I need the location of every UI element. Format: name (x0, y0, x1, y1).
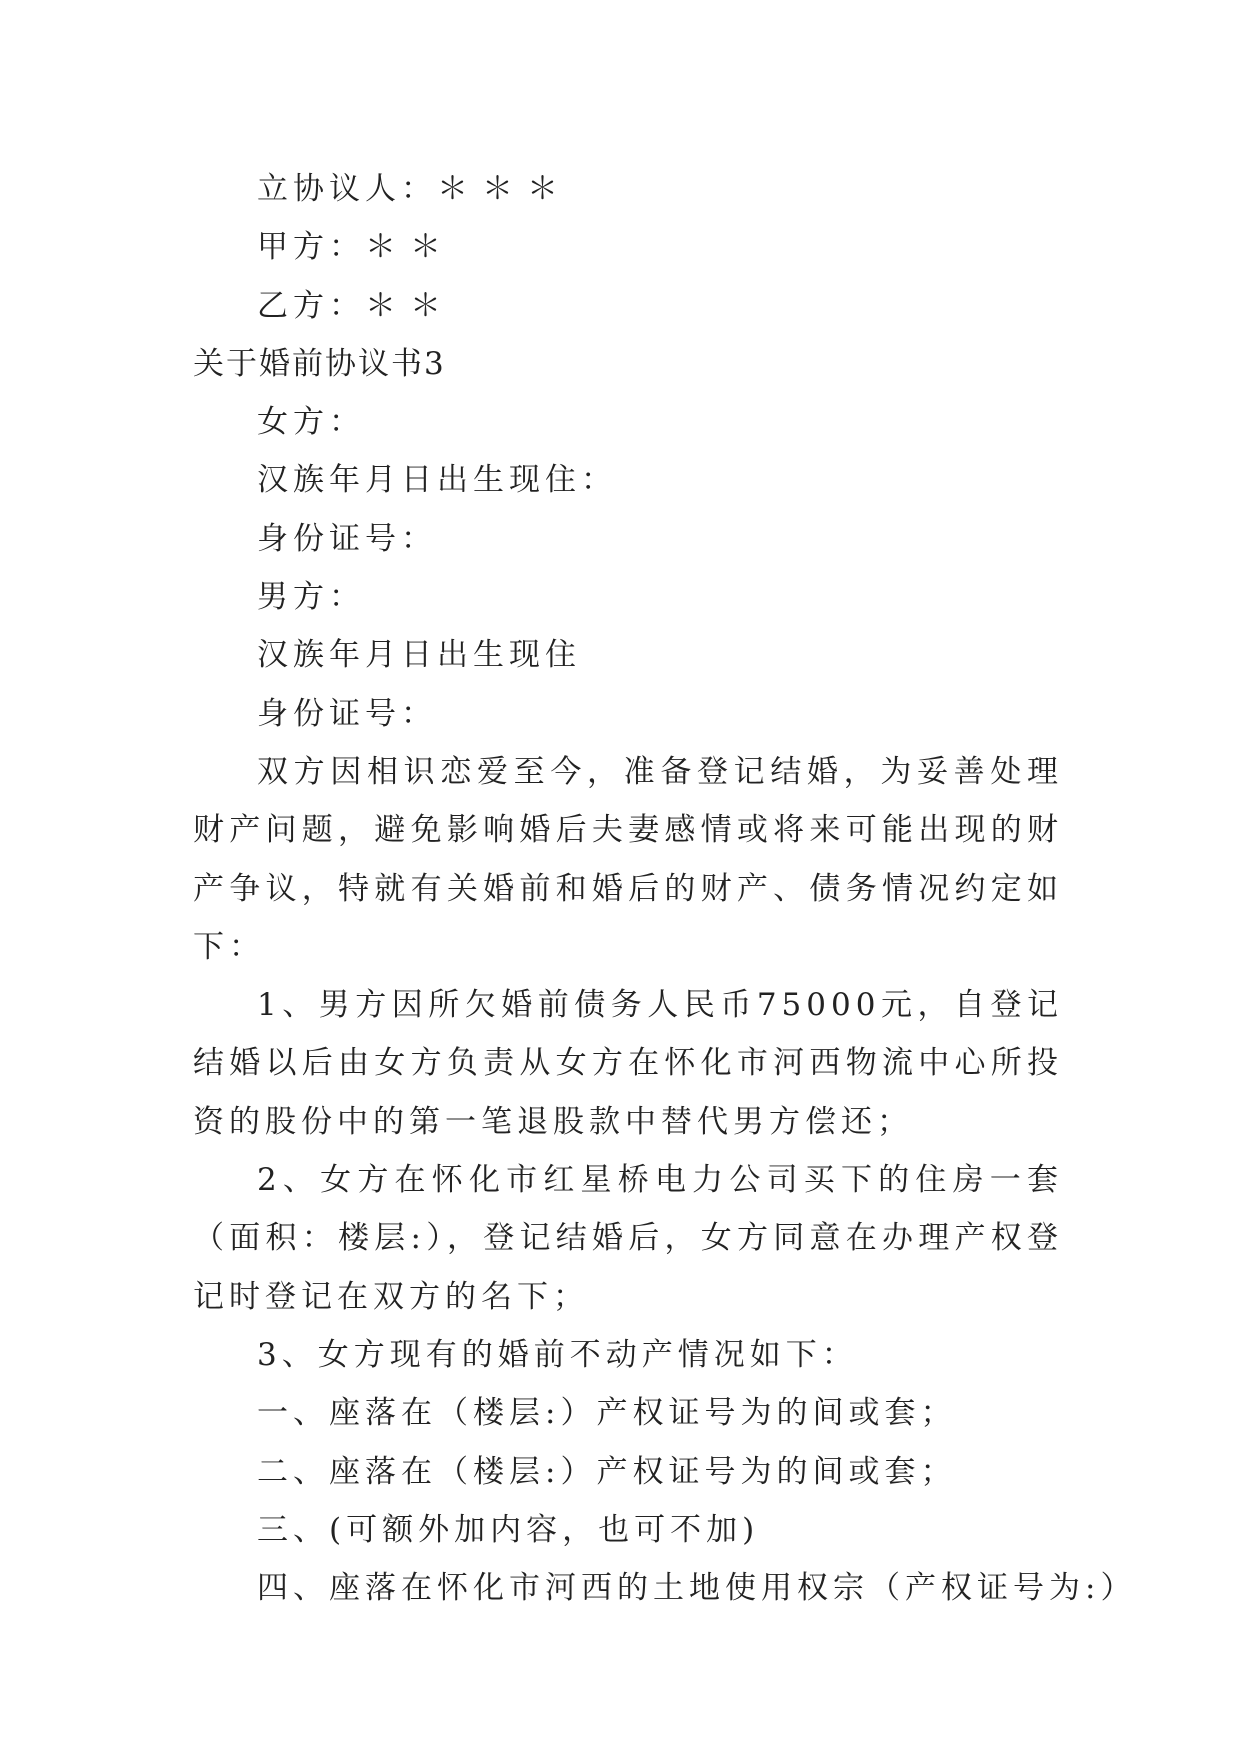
property-item-3: 三、(可额外加内容，也可不加) (257, 1511, 760, 1548)
clause-2: 2、女方在怀化市红星桥电力公司买下的住房一套（面积：楼层:），登记结婚后，女方同意在办理产权登记时登记在双方的名下； (193, 1162, 1063, 1315)
male-label: 男方： (257, 579, 365, 616)
property-item-1: 一、座落在（楼层:）产权证号为的间或套； (257, 1395, 957, 1432)
party-a-value: ＊＊ (365, 229, 455, 266)
signatory-line (193, 160, 1063, 218)
clause-1: 1、男方因所欠婚前债务人民币75000元，自登记结婚以后由女方负责从女方在怀化市河西物流中心所投资的股份中的第一笔退股款中替代男方偿还； (193, 987, 1063, 1140)
female-id-line: 身份证号： (257, 520, 437, 557)
party-a-line (193, 218, 1063, 276)
signatory-label: 立协议人： (257, 171, 437, 207)
male-id-line: 身份证号： (257, 695, 437, 732)
party-b-label: 乙方： (257, 287, 365, 324)
clause-3: 3、女方现有的婚前不动产情况如下： (257, 1336, 858, 1373)
party-a-label: 甲方： (257, 229, 365, 266)
signatory-value: ＊＊＊ (437, 171, 572, 207)
property-item-4: 四、座落在怀化市河西的土地使用权宗（产权证号为:） (257, 1570, 1137, 1607)
female-label: 女方： (257, 404, 365, 441)
intro-paragraph: 双方因相识恋爱至今，准备登记结婚，为妥善处理财产问题，避免影响婚后夫妻感情或将来可能出现的财产争议，特就有关婚前和婚后的财产、债务情况约定如下： (193, 753, 1063, 965)
document-title: 关于婚前协议书3 (193, 345, 446, 382)
party-b-value: ＊＊ (365, 287, 455, 324)
male-birth-line: 汉族年月日出生现住 (257, 637, 581, 674)
property-item-2: 二、座落在（楼层:）产权证号为的间或套； (257, 1453, 957, 1490)
female-birth-line: 汉族年月日出生现住： (257, 462, 617, 499)
party-b-line (193, 277, 1063, 335)
document-body (193, 160, 1137, 1617)
